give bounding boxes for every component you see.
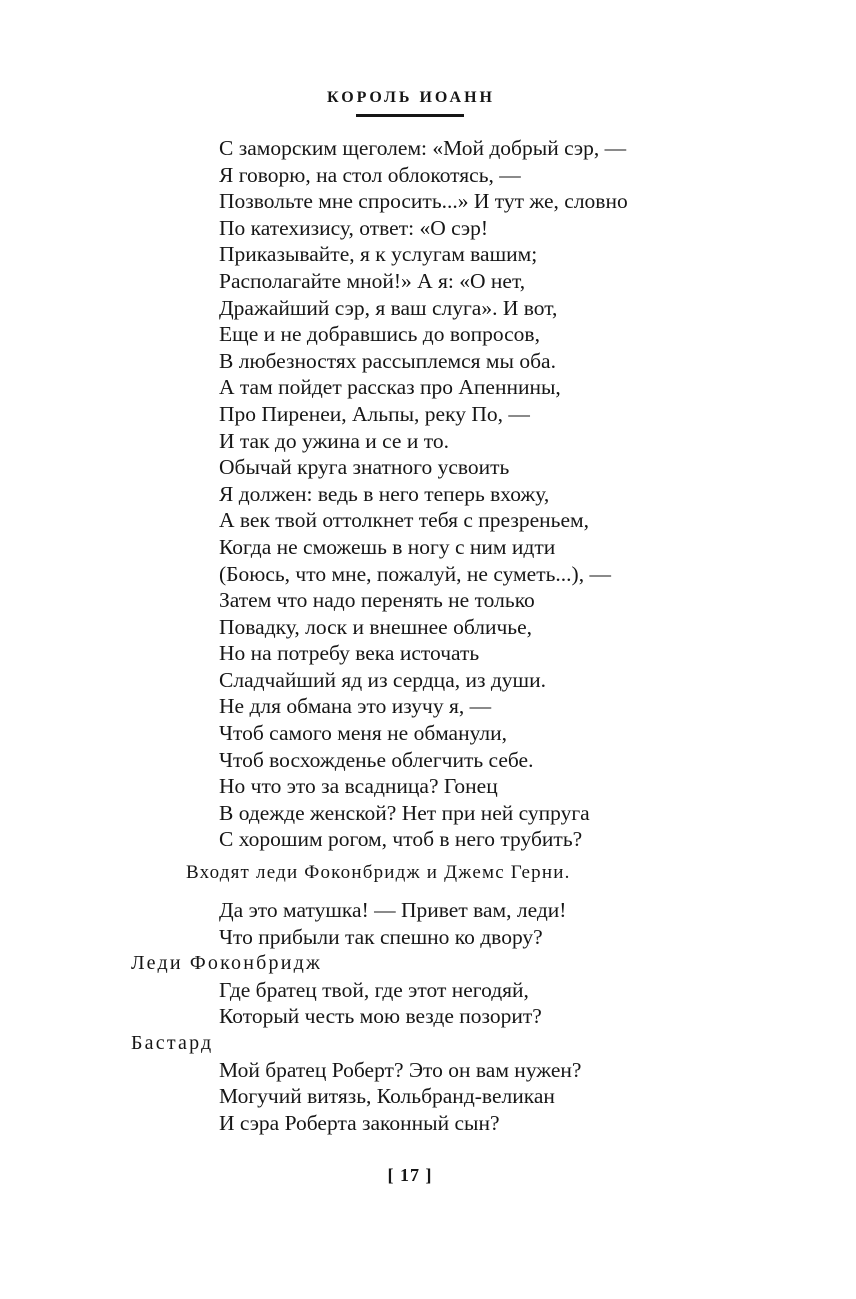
verse-line: А век твой оттолкнет тебя с презреньем, (219, 508, 589, 533)
stage-direction: Входят леди Фоконбридж и Джемс Герни. (186, 862, 571, 884)
page-number: [ 17 ] (387, 1165, 433, 1185)
verse-line: В любезностях рассыплемся мы оба. (219, 348, 556, 373)
verse-line: И сэра Роберта законный сын? (219, 1110, 500, 1135)
verse-line: Мой братец Роберт? Это он вам нужен? (219, 1057, 582, 1082)
verse-line: Что прибыли так спешно ко двору? (219, 924, 543, 949)
verse-line: С хорошим рогом, чтоб в него трубить? (219, 827, 583, 852)
verse-line: Обычай круга знатного усвоить (219, 455, 510, 480)
speaker-name: Бастард (131, 1032, 214, 1054)
verse-line: Позвольте мне спросить...» И тут же, словно (219, 189, 628, 214)
play-text (0, 135, 856, 1136)
verse-line: Да это матушка! — Привет вам, леди! (219, 898, 567, 923)
verse-line: Я должен: ведь в него теперь вхожу, (219, 481, 550, 506)
verse-line: В одежде женской? Нет при ней супруга (219, 800, 590, 825)
verse-line: Чтоб самого меня не обманули, (219, 721, 508, 746)
verse-line: Но что это за всадница? Гонец (219, 774, 498, 799)
verse-block-d (0, 1057, 856, 1137)
running-head: КОРОЛЬ ИОАНН (326, 89, 495, 106)
verse-line: Могучий витязь, Кольбранд-великан (219, 1084, 555, 1109)
verse-line: Когда не сможешь в ногу с ним идти (219, 534, 556, 559)
verse-line: Я говорю, на стол облокотясь, — (219, 162, 521, 187)
verse-line: И так до ужина и се и то. (219, 428, 449, 453)
verse-line: По катехизису, ответ: «О сэр! (219, 215, 489, 240)
verse-block-c (0, 977, 856, 1030)
verse-block-b (0, 897, 856, 950)
speaker-name: Леди Фоконбридж (131, 952, 322, 975)
verse-line: (Боюсь, что мне, пожалуй, не суметь...), — (219, 561, 611, 586)
verse-line: Не для обмана это изучу я, — (219, 694, 492, 719)
verse-line: А там пойдет рассказ про Апеннины, (219, 375, 561, 400)
verse-line: Про Пиренеи, Альпы, реку По, — (219, 401, 530, 426)
verse-line: Дражайший сэр, я ваш слуга». И вот, (219, 295, 558, 320)
verse-line: Сладчайший яд из сердца, из души. (219, 667, 546, 692)
verse-line: Повадку, лоск и внешнее обличье, (219, 614, 533, 639)
verse-line: Затем что надо перенять не только (219, 588, 535, 613)
verse-line: Располагайте мной!» А я: «О нет, (219, 268, 526, 293)
verse-block-a (0, 135, 856, 853)
verse-line: Еще и не добравшись до вопросов, (219, 322, 540, 347)
verse-line: С заморским щеголем: «Мой добрый сэр, — (219, 136, 627, 160)
verse-line: Где братец твой, где этот негодяй, (219, 977, 529, 1002)
verse-line: Но на потребу века источать (219, 641, 480, 666)
verse-line: Приказывайте, я к услугам вашим; (219, 242, 538, 267)
running-head-rule (356, 114, 464, 117)
verse-line: Который честь мою везде позорит? (219, 1004, 542, 1029)
verse-line: Чтоб восхожденье облегчить себе. (219, 747, 534, 772)
